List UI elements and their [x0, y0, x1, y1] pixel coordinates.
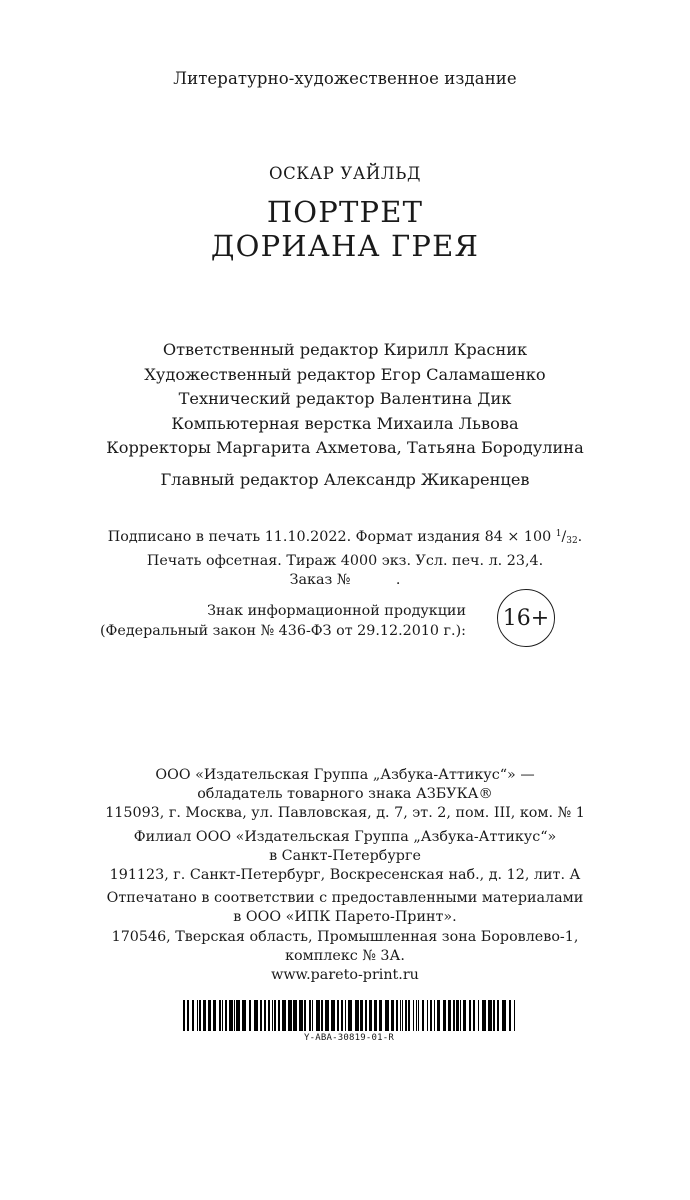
- barcode-bar: [260, 1000, 262, 1031]
- barcode-bar: [369, 1000, 372, 1031]
- barcode-bar: [448, 1000, 451, 1031]
- barcode-bar: [274, 1000, 276, 1031]
- barcode-bar: [183, 1000, 185, 1031]
- credit-line: Компьютерная верстка Михаила Львова: [171, 413, 519, 433]
- publisher-line: в Санкт-Петербурге: [269, 847, 421, 864]
- barcode-bar: [325, 1000, 329, 1031]
- barcode-bar: [478, 1000, 479, 1031]
- barcode-bar: [482, 1000, 486, 1031]
- age-rating-badge: 16+: [497, 589, 555, 647]
- barcode-bar: [456, 1000, 459, 1031]
- barcode: [183, 1000, 515, 1043]
- barcode-bar: [497, 1000, 499, 1031]
- barcode-label: Y-ABA-30819-01-R: [304, 1033, 394, 1043]
- barcode-bar: [402, 1000, 403, 1031]
- barcode-bar: [422, 1000, 424, 1031]
- barcode-bar: [385, 1000, 389, 1031]
- imprint-line-1-text: Подписано в печать 11.10.2022. Формат издания 84 × 100: [107, 529, 552, 545]
- printer-line: 170546, Тверская область, Промышленная зона Боровлево-1,: [111, 928, 579, 945]
- barcode-bar: [192, 1000, 194, 1031]
- barcode-bar: [345, 1000, 346, 1031]
- barcode-bar: [430, 1000, 432, 1031]
- author-name: ОСКАР УАЙЛЬД: [268, 164, 422, 183]
- imprint-line-2: Печать офсетная. Тираж 4000 экз. Усл. печ. л. 23,4.: [146, 552, 544, 569]
- age-rating-label-line-1: Знак информационной продукции: [207, 603, 466, 619]
- printer-website: www.pareto-print.ru: [271, 967, 419, 984]
- barcode-bar: [264, 1000, 266, 1031]
- barcode-bar: [473, 1000, 475, 1031]
- barcode-bar: [304, 1000, 306, 1031]
- barcode-bar: [493, 1000, 495, 1031]
- barcode-bar: [316, 1000, 320, 1031]
- barcode-bar: [219, 1000, 221, 1031]
- barcode-bar: [434, 1000, 435, 1031]
- barcode-bar: [312, 1000, 313, 1031]
- printer-line: Отпечатано в соответствии с предоставленными материалами: [106, 890, 584, 907]
- barcode-icon: [183, 1000, 515, 1031]
- barcode-bar: [268, 1000, 270, 1031]
- publisher-info: [0, 766, 690, 985]
- publisher-line: 191123, г. Санкт-Петербург, Воскресенская наб., д. 12, лит. А: [109, 867, 581, 884]
- barcode-bar: [405, 1000, 407, 1031]
- barcode-bar: [427, 1000, 428, 1031]
- barcode-bar: [509, 1000, 511, 1031]
- age-rating-label-line-2: (Федеральный закон № 436-ФЗ от 29.12.2010 г.):: [99, 622, 466, 639]
- barcode-bar: [213, 1000, 216, 1031]
- publisher-line: 115093, г. Москва, ул. Павловская, д. 7, эт. 2, пом. III, ком. № 1: [105, 805, 585, 822]
- book-title-line-1: ПОРТРЕТ: [266, 195, 424, 229]
- barcode-bar: [229, 1000, 233, 1031]
- barcode-bar: [272, 1000, 273, 1031]
- barcode-bar: [199, 1000, 201, 1031]
- chief-editor: Главный редактор Александр Жикаренцев: [160, 470, 530, 489]
- publisher-line: ООО «Издательская Группа „Азбука-Аттикус“» —: [155, 767, 535, 783]
- imprint-line-1-end: .: [577, 529, 583, 545]
- barcode-bar: [460, 1000, 461, 1031]
- barcode-bar: [222, 1000, 223, 1031]
- barcode-bar: [348, 1000, 352, 1031]
- barcode-bar: [288, 1000, 292, 1031]
- format-numerator: 1: [555, 529, 562, 539]
- barcode-bar: [453, 1000, 455, 1031]
- barcode-bar: [337, 1000, 339, 1031]
- age-rating-block: [0, 600, 690, 660]
- barcode-bar: [242, 1000, 246, 1031]
- publisher-block-spb: [0, 828, 690, 886]
- credits-list: [0, 338, 690, 461]
- barcode-bar: [502, 1000, 506, 1031]
- credit-line: Художественный редактор Егор Саламашенко: [144, 364, 546, 384]
- barcode-bar: [249, 1000, 251, 1031]
- barcode-bar: [321, 1000, 323, 1031]
- barcode-bar: [341, 1000, 343, 1031]
- book-title: [0, 195, 690, 263]
- barcode-bar: [469, 1000, 471, 1031]
- age-rating-label: [100, 602, 466, 641]
- barcode-bar: [282, 1000, 286, 1031]
- barcode-bar: [413, 1000, 414, 1031]
- barcode-bar: [514, 1000, 515, 1031]
- barcode-bar: [293, 1000, 297, 1031]
- book-title-line-2: ДОРИАНА ГРЕЯ: [210, 229, 480, 263]
- barcode-bar: [391, 1000, 394, 1031]
- barcode-bar: [463, 1000, 466, 1031]
- barcode-bar: [278, 1000, 280, 1031]
- barcode-bar: [309, 1000, 311, 1031]
- barcode-bar: [331, 1000, 335, 1031]
- barcode-bar: [234, 1000, 235, 1031]
- barcode-bar: [197, 1000, 198, 1031]
- barcode-bar: [408, 1000, 410, 1031]
- barcode-bar: [416, 1000, 417, 1031]
- barcode-bar: [374, 1000, 377, 1031]
- barcode-bar: [396, 1000, 398, 1031]
- barcode-bar: [365, 1000, 367, 1031]
- barcode-bar: [187, 1000, 189, 1031]
- barcode-bar: [203, 1000, 206, 1031]
- barcode-bar: [355, 1000, 359, 1031]
- barcode-bar: [443, 1000, 446, 1031]
- barcode-bar: [299, 1000, 303, 1031]
- barcode-bar: [254, 1000, 258, 1031]
- series-label: Литературно-художественное издание: [173, 69, 517, 88]
- publisher-line: обладатель товарного знака АЗБУКА®: [197, 786, 493, 803]
- barcode-bar: [236, 1000, 240, 1031]
- publisher-block-moscow: [0, 766, 690, 824]
- printer-line: в ООО «ИПК Парето-Принт».: [233, 909, 457, 926]
- format-denominator: 32: [566, 536, 578, 546]
- publisher-line: Филиал ООО «Издательская Группа „Азбука-Аттикус“»: [133, 828, 557, 845]
- barcode-bar: [208, 1000, 211, 1031]
- printer-line: комплекс № 3А.: [285, 947, 405, 964]
- imprint-line-1: [0, 525, 690, 552]
- format-fraction: [556, 529, 578, 545]
- order-number-line: Заказ № .: [289, 572, 401, 588]
- format-slash: /: [561, 529, 567, 545]
- barcode-bar: [400, 1000, 401, 1031]
- credit-line: Технический редактор Валентина Дик: [178, 389, 512, 409]
- barcode-bar: [360, 1000, 363, 1031]
- printer-block: [0, 889, 690, 985]
- barcode-bar: [379, 1000, 382, 1031]
- credit-line: Ответственный редактор Кирилл Красник: [162, 340, 528, 359]
- barcode-bar: [418, 1000, 419, 1031]
- credit-line: Корректоры Маргарита Ахметова, Татьяна Бородулина: [106, 438, 584, 458]
- barcode-bar: [437, 1000, 440, 1031]
- barcode-bar: [488, 1000, 492, 1031]
- imprint-block: [0, 525, 690, 591]
- barcode-bar: [225, 1000, 227, 1031]
